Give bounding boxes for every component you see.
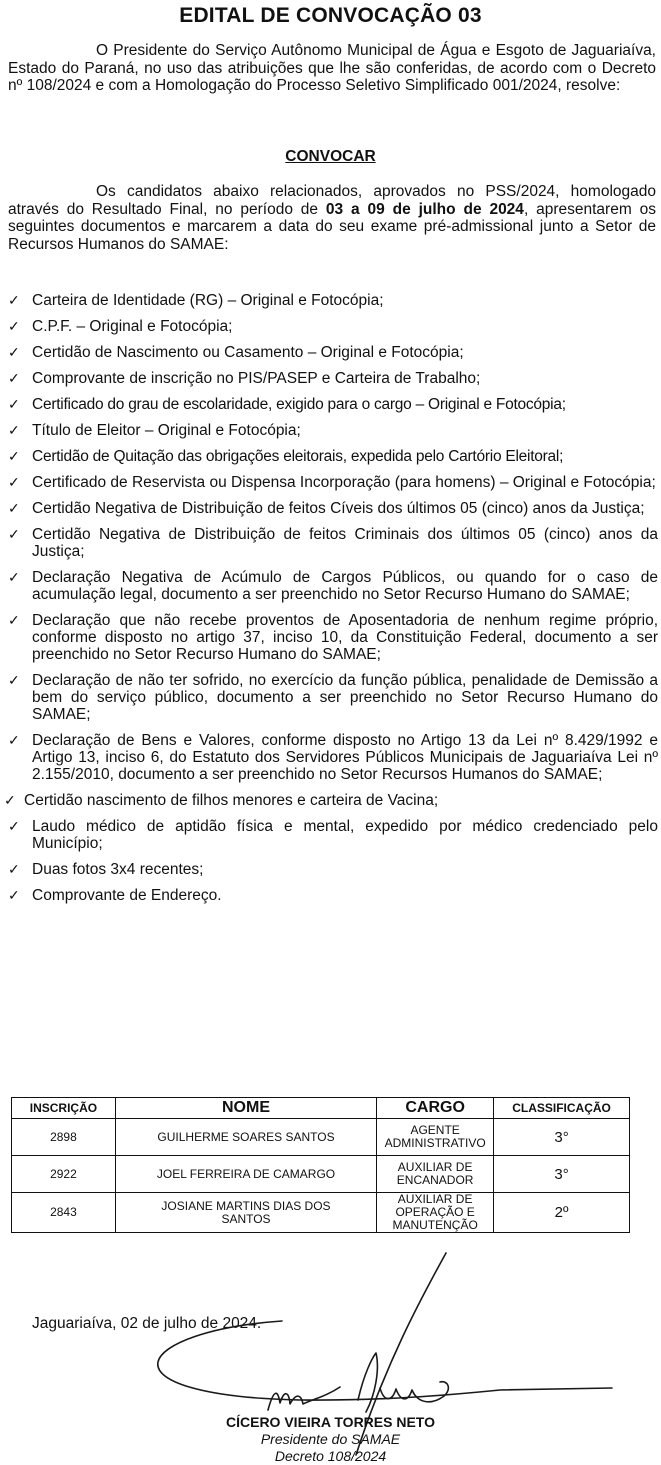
checklist-item-text: Comprovante de inscrição no PIS/PASEP e Carteira de Trabalho;: [32, 370, 481, 387]
checklist-item-text: Título de Eleitor – Original e Fotocópia;: [32, 422, 301, 439]
checklist-item: [8, 292, 658, 309]
check-icon: ✓: [8, 396, 20, 412]
body-paragraph: [8, 183, 656, 253]
header-inscricao: INSCRIÇÃO: [12, 1098, 116, 1119]
checklist-item: [8, 818, 658, 852]
checklist-item-text: Declaração de Bens e Valores, conforme disposto no Artigo 13 da Lei nº 8.429/1992 e Artigo 13, inciso 6, do Estatuto dos Servidores Públicos Municipais de Jaguariaíva Lei nº 2.155/2010, documento a ser preenchido no Setor Recursos Humanos do SAMAE;: [32, 732, 658, 783]
checklist-item: [4, 792, 658, 809]
cell-inscricao: 2843: [12, 1193, 116, 1233]
intro-paragraph: O Presidente do Serviço Autônomo Municipal de Água e Esgoto de Jaguariaíva, Estado do Paraná, no uso das atribuições que lhe são conferidas, de acordo com o Decreto nº 108/2024 e com a Homologação do Processo Seletivo Simplificado 001/2024, resolve:: [8, 42, 656, 94]
checklist-item: [8, 500, 658, 517]
candidates-table: [11, 1097, 630, 1233]
cell-cargo: AUXILIAR DE OPERAÇÃO E MANUTENÇÃO: [377, 1193, 494, 1233]
check-icon: ✓: [8, 732, 20, 748]
cell-inscricao: 2898: [12, 1119, 116, 1156]
body-text-before: Os candidatos abaixo relacionados, aprovados no PSS/2024, homologado através do Resultado Final, no período de: [8, 183, 656, 218]
check-icon: ✓: [8, 292, 20, 308]
checklist-item-text: Certidão nascimento de filhos menores e carteira de Vacina;: [24, 792, 439, 809]
cell-classificacao: 3°: [494, 1119, 630, 1156]
checklist-item-text: Certidão de Nascimento ou Casamento – Original e Fotocópia;: [32, 344, 464, 361]
cell-cargo: AUXILIAR DE ENCANADOR: [377, 1156, 494, 1193]
checklist-item: [8, 396, 658, 413]
document-checklist: [4, 292, 658, 913]
checklist-item: [8, 887, 658, 904]
cell-nome: JOEL FERREIRA DE CAMARGO: [115, 1156, 376, 1193]
cell-classificacao: 2º: [494, 1193, 630, 1233]
check-icon: ✓: [8, 569, 20, 585]
checklist-item: [8, 448, 658, 465]
convocar-heading: CONVOCAR: [285, 148, 376, 165]
checklist-item-text: Laudo médico de aptidão física e mental, expedido por médico credenciado pelo Município;: [32, 818, 658, 852]
checklist-item: [8, 861, 658, 878]
header-classificacao: CLASSIFICAÇÃO: [494, 1098, 630, 1119]
check-icon: ✓: [8, 344, 20, 360]
cell-cargo: AGENTE ADMINISTRATIVO: [377, 1119, 494, 1156]
checklist-item: [8, 474, 658, 491]
checklist-item-text: Declaração que não recebe proventos de Aposentadoria de nenhum regime próprio, conforme disposto no artigo 37, inciso 10, da Constituição Federal, documento a ser preenchido no Setor Recurso Humano do SAMAE;: [32, 612, 658, 663]
checklist-item: [8, 318, 658, 335]
signer-decree: Decreto 108/2024: [274, 1448, 387, 1464]
body-text-after: , apresentarem os seguintes documentos e marcarem a data do seu exame pré-admissional junto a Setor de Recursos Humanos do SAMAE:: [8, 200, 656, 253]
signature-second-loop: [358, 1353, 377, 1412]
checklist-item: [8, 612, 658, 663]
checklist-item: [8, 732, 658, 783]
signature-surname: [380, 1382, 448, 1402]
header-cargo: CARGO: [377, 1098, 494, 1119]
cell-nome: GUILHERME SOARES SANTOS: [115, 1119, 376, 1156]
cell-inscricao: 2922: [12, 1156, 116, 1193]
check-icon: ✓: [8, 861, 20, 877]
checklist-item: [8, 672, 658, 723]
checklist-item-text: Certificado do grau de escolaridade, exigido para o cargo – Original e Fotocópia;: [32, 396, 566, 413]
check-icon: ✓: [4, 792, 16, 808]
document-title: EDITAL DE CONVOCAÇÃO 03: [179, 4, 482, 27]
table-row: [12, 1156, 630, 1193]
body-period: 03 a 09 de julho de 2024: [325, 200, 524, 218]
checklist-item: [8, 370, 658, 387]
checklist-item-text: Carteira de Identidade (RG) – Original e Fotocópia;: [32, 292, 384, 309]
check-icon: ✓: [8, 318, 20, 334]
checklist-item-text: Certidão Negativa de Distribuição de feitos Criminais dos últimos 05 (cinco) anos da Justiça;: [32, 526, 658, 560]
check-icon: ✓: [8, 887, 20, 903]
checklist-item-text: C.P.F. – Original e Fotocópia;: [32, 318, 233, 335]
checklist-item-text: Certificado de Reservista ou Dispensa Incorporação (para homens) – Original e Fotocópia;: [32, 474, 656, 491]
check-icon: ✓: [8, 370, 20, 386]
table-header-row: [12, 1098, 630, 1119]
checklist-item: [8, 422, 658, 439]
table-row: [12, 1119, 630, 1156]
cell-nome: JOSIANE MARTINS DIAS DOS SANTOS: [115, 1193, 376, 1233]
checklist-item-text: Comprovante de Endereço.: [32, 887, 222, 904]
checklist-item-text: Declaração Negativa de Acúmulo de Cargos Públicos, ou quando for o caso de acumulação legal, documento a ser preenchido no Setor Recurso Humano do SAMAE;: [32, 569, 658, 603]
check-icon: ✓: [8, 474, 20, 490]
checklist-item: [8, 526, 658, 560]
check-icon: ✓: [8, 422, 20, 438]
place-and-date: Jaguariaíva, 02 de julho de 2024.: [32, 1315, 262, 1332]
cell-classificacao: 3°: [494, 1156, 630, 1193]
checklist-item: [8, 569, 658, 603]
header-nome: NOME: [115, 1098, 376, 1119]
check-icon: ✓: [8, 526, 20, 542]
checklist-item-text: Certidão de Quitação das obrigações eleitorais, expedida pelo Cartório Eleitoral;: [32, 448, 564, 465]
signer-block: [0, 1414, 661, 1465]
check-icon: ✓: [8, 672, 20, 688]
check-icon: ✓: [8, 818, 20, 834]
signature-first-name: [268, 1387, 340, 1410]
checklist-item-text: Certidão Negativa de Distribuição de feitos Cíveis dos últimos 05 (cinco) anos da Justiça;: [32, 500, 645, 517]
checklist-item-text: Declaração de não ter sofrido, no exercício da função pública, penalidade de Demissão a bem do serviço público, documento a ser preenchido no Setor Recurso Humano do SAMAE;: [32, 672, 658, 723]
table-row: [12, 1193, 630, 1233]
checklist-item-text: Duas fotos 3x4 recentes;: [32, 861, 204, 878]
checklist-item: [8, 344, 658, 361]
check-icon: ✓: [8, 612, 20, 628]
signer-role: Presidente do SAMAE: [260, 1431, 401, 1447]
check-icon: ✓: [8, 448, 20, 464]
check-icon: ✓: [8, 500, 20, 516]
signer-name: CÍCERO VIEIRA TORRES NETO: [226, 1414, 435, 1430]
